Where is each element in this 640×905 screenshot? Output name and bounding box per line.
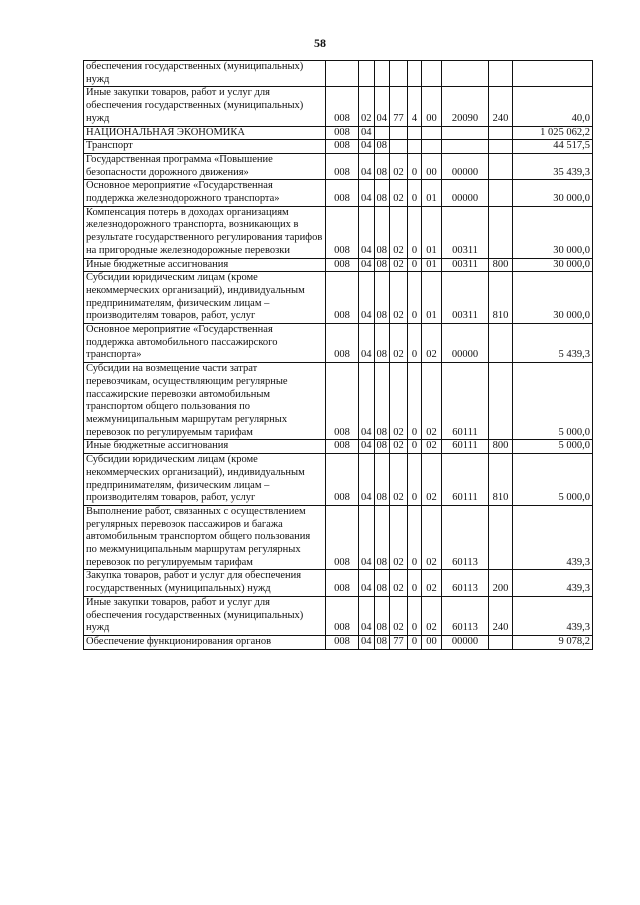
amount-cell: 439,3 [513, 570, 593, 596]
subsection-code-cell: 08 [374, 596, 390, 635]
measure-code-cell: 02 [422, 570, 442, 596]
amount-cell: 30 000,0 [513, 180, 593, 206]
ministry-code-cell: 008 [326, 140, 359, 154]
section-code-cell: 04 [359, 272, 375, 324]
section-code-cell: 04 [359, 363, 375, 440]
amount-cell: 5 000,0 [513, 440, 593, 454]
subsection-code-cell: 08 [374, 324, 390, 363]
table-row [84, 440, 593, 454]
row-name-cell: НАЦИОНАЛЬНАЯ ЭКОНОМИКА [84, 126, 326, 140]
measure-code-cell [422, 61, 442, 87]
program-code-cell: 02 [390, 440, 408, 454]
program-code-cell: 02 [390, 505, 408, 570]
ministry-code-cell: 008 [326, 180, 359, 206]
program-code-cell: 02 [390, 258, 408, 272]
section-code-cell: 04 [359, 454, 375, 506]
program-code-cell [390, 140, 408, 154]
section-code-cell: 04 [359, 505, 375, 570]
ministry-code-cell: 008 [326, 258, 359, 272]
row-name-cell: Обеспечение функционирования органов [84, 635, 326, 649]
program-code-cell: 02 [390, 363, 408, 440]
page-number: 58 [314, 36, 326, 50]
table-row [84, 454, 593, 506]
subprogram-code-cell [408, 61, 422, 87]
direction-code-cell: 20090 [442, 87, 489, 126]
subsection-code-cell: 08 [374, 140, 390, 154]
subsection-code-cell: 08 [374, 258, 390, 272]
expense-type-code-cell: 240 [489, 596, 513, 635]
section-code-cell: 04 [359, 140, 375, 154]
row-name-cell: Иные закупки товаров, работ и услуг для обеспечения государственных (муниципальных) нужд [84, 596, 326, 635]
program-code-cell: 02 [390, 596, 408, 635]
measure-code-cell: 01 [422, 180, 442, 206]
program-code-cell: 02 [390, 206, 408, 258]
direction-code-cell: 60111 [442, 363, 489, 440]
amount-cell: 439,3 [513, 596, 593, 635]
measure-code-cell: 02 [422, 440, 442, 454]
amount-cell: 5 000,0 [513, 363, 593, 440]
expense-type-code-cell: 810 [489, 272, 513, 324]
section-code-cell: 04 [359, 153, 375, 179]
subprogram-code-cell: 0 [408, 153, 422, 179]
row-name-cell: Транспорт [84, 140, 326, 154]
ministry-code-cell: 008 [326, 570, 359, 596]
table-row [84, 272, 593, 324]
direction-code-cell: 00311 [442, 206, 489, 258]
ministry-code-cell: 008 [326, 206, 359, 258]
measure-code-cell: 02 [422, 324, 442, 363]
expense-type-code-cell [489, 61, 513, 87]
table-row [84, 140, 593, 154]
row-name-cell: Закупка товаров, работ и услуг для обеспечения государственных (муниципальных) нужд [84, 570, 326, 596]
direction-code-cell [442, 126, 489, 140]
subsection-code-cell: 08 [374, 180, 390, 206]
expense-type-code-cell: 200 [489, 570, 513, 596]
direction-code-cell [442, 61, 489, 87]
measure-code-cell: 01 [422, 258, 442, 272]
subprogram-code-cell: 0 [408, 258, 422, 272]
subsection-code-cell: 08 [374, 363, 390, 440]
amount-cell: 30 000,0 [513, 206, 593, 258]
ministry-code-cell: 008 [326, 596, 359, 635]
amount-cell: 1 025 062,2 [513, 126, 593, 140]
direction-code-cell [442, 140, 489, 154]
subsection-code-cell: 08 [374, 635, 390, 649]
table-row [84, 505, 593, 570]
direction-code-cell: 60111 [442, 454, 489, 506]
subsection-code-cell [374, 126, 390, 140]
section-code-cell: 04 [359, 596, 375, 635]
subsection-code-cell: 08 [374, 454, 390, 506]
ministry-code-cell: 008 [326, 505, 359, 570]
amount-cell: 439,3 [513, 505, 593, 570]
amount-cell: 9 078,2 [513, 635, 593, 649]
ministry-code-cell: 008 [326, 324, 359, 363]
subsection-code-cell: 08 [374, 206, 390, 258]
ministry-code-cell: 008 [326, 126, 359, 140]
expense-type-code-cell [489, 505, 513, 570]
program-code-cell: 02 [390, 272, 408, 324]
direction-code-cell: 00311 [442, 272, 489, 324]
expense-type-code-cell [489, 363, 513, 440]
row-name-cell: Иные бюджетные ассигнования [84, 440, 326, 454]
measure-code-cell: 01 [422, 206, 442, 258]
row-name-cell: Субсидии на возмещение части затрат перевозчикам, осуществляющим регулярные пассажирские перевозки автомобильным транспортом общего пользования по межмуниципальным маршрутам регулярных перевозок по регулируемым тарифам [84, 363, 326, 440]
subprogram-code-cell: 0 [408, 635, 422, 649]
program-code-cell: 77 [390, 87, 408, 126]
table-row [84, 87, 593, 126]
amount-cell: 5 439,3 [513, 324, 593, 363]
subprogram-code-cell: 0 [408, 596, 422, 635]
table-row [84, 570, 593, 596]
amount-cell [513, 61, 593, 87]
ministry-code-cell: 008 [326, 440, 359, 454]
direction-code-cell: 00311 [442, 258, 489, 272]
expense-type-code-cell: 800 [489, 258, 513, 272]
subsection-code-cell: 04 [374, 87, 390, 126]
subprogram-code-cell [408, 140, 422, 154]
direction-code-cell: 00000 [442, 324, 489, 363]
subprogram-code-cell: 0 [408, 206, 422, 258]
row-name-cell: Выполнение работ, связанных с осуществлением регулярных перевозок пассажиров и багажа автомобильным транспортом общего пользования по межмуниципальным маршрутам регулярных перевозок по регулируемым тарифам [84, 505, 326, 570]
program-code-cell [390, 61, 408, 87]
table-row [84, 258, 593, 272]
program-code-cell [390, 126, 408, 140]
ministry-code-cell: 008 [326, 363, 359, 440]
measure-code-cell: 00 [422, 87, 442, 126]
direction-code-cell: 60113 [442, 505, 489, 570]
measure-code-cell: 02 [422, 363, 442, 440]
amount-cell: 30 000,0 [513, 272, 593, 324]
ministry-code-cell: 008 [326, 87, 359, 126]
expense-type-code-cell [489, 324, 513, 363]
subsection-code-cell [374, 61, 390, 87]
subprogram-code-cell: 0 [408, 272, 422, 324]
subprogram-code-cell: 0 [408, 440, 422, 454]
section-code-cell: 04 [359, 440, 375, 454]
row-name-cell: Иные закупки товаров, работ и услуг для обеспечения государственных (муниципальных) нужд [84, 87, 326, 126]
measure-code-cell: 01 [422, 272, 442, 324]
program-code-cell: 02 [390, 454, 408, 506]
amount-cell: 35 439,3 [513, 153, 593, 179]
table-row [84, 206, 593, 258]
measure-code-cell: 02 [422, 454, 442, 506]
program-code-cell: 02 [390, 180, 408, 206]
subsection-code-cell: 08 [374, 505, 390, 570]
program-code-cell: 02 [390, 153, 408, 179]
section-code-cell: 04 [359, 570, 375, 596]
expense-type-code-cell [489, 126, 513, 140]
direction-code-cell: 60113 [442, 570, 489, 596]
expense-type-code-cell: 800 [489, 440, 513, 454]
section-code-cell: 04 [359, 635, 375, 649]
table-row [84, 635, 593, 649]
table-row [84, 126, 593, 140]
measure-code-cell: 02 [422, 505, 442, 570]
row-name-cell: Иные бюджетные ассигнования [84, 258, 326, 272]
direction-code-cell: 00000 [442, 153, 489, 179]
expense-type-code-cell [489, 180, 513, 206]
measure-code-cell: 00 [422, 153, 442, 179]
row-name-cell: Субсидии юридическим лицам (кроме некоммерческих организаций), индивидуальным предпринимателям, физическим лицам – производителям товаров, работ, услуг [84, 454, 326, 506]
row-name-cell: Государственная программа «Повышение безопасности дорожного движения» [84, 153, 326, 179]
row-name-cell: Основное мероприятие «Государственная поддержка автомобильного пассажирского транспорта» [84, 324, 326, 363]
section-code-cell: 02 [359, 87, 375, 126]
program-code-cell: 02 [390, 324, 408, 363]
expense-type-code-cell: 810 [489, 454, 513, 506]
subprogram-code-cell: 0 [408, 454, 422, 506]
table-row [84, 363, 593, 440]
row-name-cell: Субсидии юридическим лицам (кроме некоммерческих организаций), индивидуальным предпринимателям, физическим лицам – производителям товаров, работ, услуг [84, 272, 326, 324]
amount-cell: 30 000,0 [513, 258, 593, 272]
measure-code-cell [422, 140, 442, 154]
subsection-code-cell: 08 [374, 153, 390, 179]
section-code-cell: 04 [359, 206, 375, 258]
section-code-cell [359, 61, 375, 87]
subprogram-code-cell: 0 [408, 180, 422, 206]
direction-code-cell: 00000 [442, 180, 489, 206]
ministry-code-cell: 008 [326, 272, 359, 324]
expense-type-code-cell [489, 206, 513, 258]
table-row [84, 153, 593, 179]
table-row [84, 61, 593, 87]
expense-type-code-cell [489, 153, 513, 179]
measure-code-cell: 00 [422, 635, 442, 649]
subsection-code-cell: 08 [374, 272, 390, 324]
subprogram-code-cell: 4 [408, 87, 422, 126]
ministry-code-cell [326, 61, 359, 87]
amount-cell: 40,0 [513, 87, 593, 126]
section-code-cell: 04 [359, 324, 375, 363]
subsection-code-cell: 08 [374, 440, 390, 454]
program-code-cell: 02 [390, 570, 408, 596]
section-code-cell: 04 [359, 126, 375, 140]
amount-cell: 5 000,0 [513, 454, 593, 506]
program-code-cell: 77 [390, 635, 408, 649]
direction-code-cell: 60113 [442, 596, 489, 635]
measure-code-cell: 02 [422, 596, 442, 635]
section-code-cell: 04 [359, 258, 375, 272]
ministry-code-cell: 008 [326, 153, 359, 179]
expense-type-code-cell: 240 [489, 87, 513, 126]
row-name-cell: Основное мероприятие «Государственная поддержка железнодорожного транспорта» [84, 180, 326, 206]
table-row [84, 596, 593, 635]
table-row [84, 324, 593, 363]
row-name-cell: обеспечения государственных (муниципальных) нужд [84, 61, 326, 87]
direction-code-cell: 60111 [442, 440, 489, 454]
table-row [84, 180, 593, 206]
expense-type-code-cell [489, 635, 513, 649]
row-name-cell: Компенсация потерь в доходах организациям железнодорожного транспорта, возникающих в результате государственного регулирования тарифов на пригородные железнодорожные перевозки [84, 206, 326, 258]
subprogram-code-cell: 0 [408, 363, 422, 440]
budget-allocation-table [83, 60, 593, 650]
ministry-code-cell: 008 [326, 454, 359, 506]
subprogram-code-cell [408, 126, 422, 140]
expense-type-code-cell [489, 140, 513, 154]
subprogram-code-cell: 0 [408, 505, 422, 570]
direction-code-cell: 00000 [442, 635, 489, 649]
ministry-code-cell: 008 [326, 635, 359, 649]
subprogram-code-cell: 0 [408, 324, 422, 363]
section-code-cell: 04 [359, 180, 375, 206]
subprogram-code-cell: 0 [408, 570, 422, 596]
measure-code-cell [422, 126, 442, 140]
subsection-code-cell: 08 [374, 570, 390, 596]
amount-cell: 44 517,5 [513, 140, 593, 154]
